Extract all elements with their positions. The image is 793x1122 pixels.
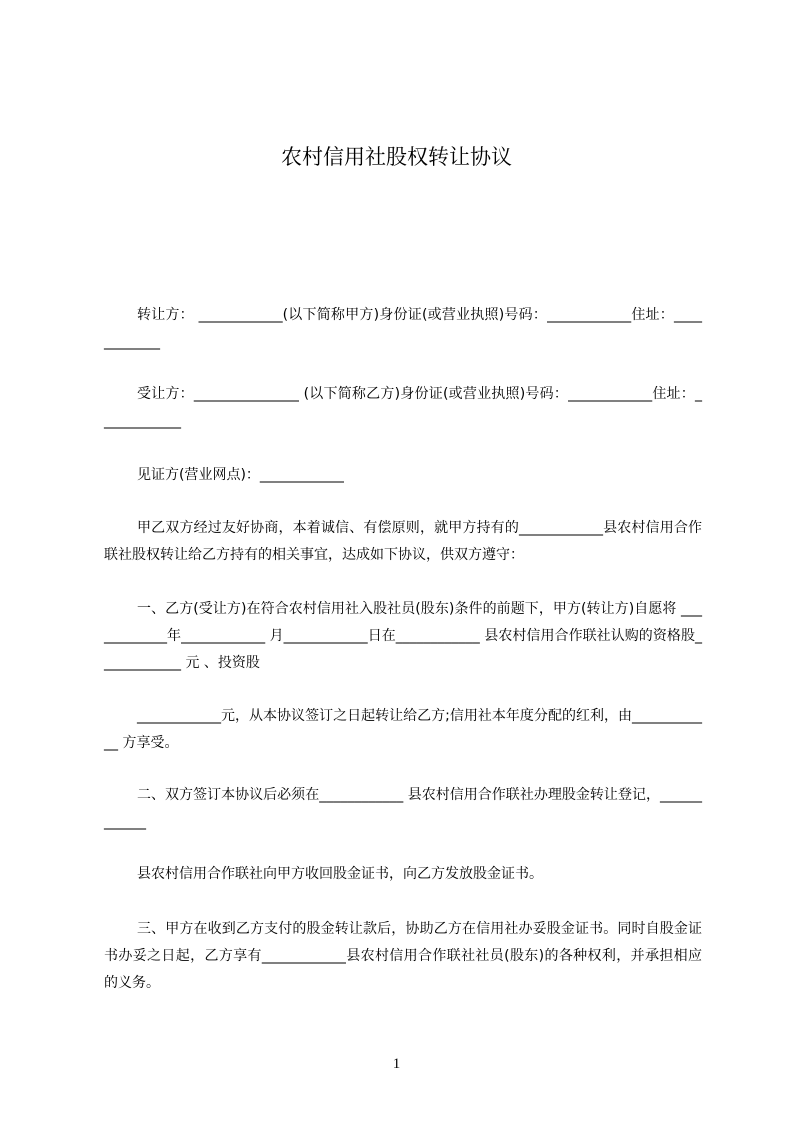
transferor-clause: 转让方： ____________(以下简称甲方)身份证(或营业执照)号码：____________住址：____________ <box>104 307 702 350</box>
witness-clause: 见证方(营业网点)：____________ <box>137 467 344 483</box>
article-two-paragraph: 二、双方签订本协议后必须在____________ 县农村信用合作联社办理股金转让登记，____________ <box>104 787 702 830</box>
article-one-continued-paragraph: ____________元，从本协议签订之日起转让给乙方;信用社本年度分配的红利，由____________ 方享受。 <box>104 708 702 751</box>
preamble-paragraph: 甲乙双方经过友好协商，本着诚信、有偿原则，就甲方持有的____________县农村信用合作联社股权转让给乙方持有的相关事宜，达成如下协议，供双方遵守： <box>104 520 702 563</box>
article-one-paragraph: 一、乙方(受让方)在符合农村信用社入股社员(股东)条件的前题下，甲方(转让方)自愿将 ____________年____________ 月____________日在____________ 县农村信用合作联社认购的资格股____________ 元 、投资股 <box>104 601 702 671</box>
page-number: 1 <box>392 1056 401 1072</box>
transferee-clause: 受让方：_______________ (以下简称乙方)身份证(或营业执照)号码：____________住址：____________ <box>104 386 702 429</box>
article-two-continued-paragraph: 县农村信用合作联社向甲方收回股金证书，向乙方发放股金证书。 <box>137 866 543 882</box>
document-title: 农村信用社股权转让协议 <box>281 145 512 169</box>
article-three-paragraph: 三、甲方在收到乙方支付的股金转让款后，协助乙方在信用社办妥股金证书。同时自股金证书办妥之日起，乙方享有____________县农村信用合作联社社员(股东)的各种权利，并承担相应的义务。 <box>104 921 702 991</box>
